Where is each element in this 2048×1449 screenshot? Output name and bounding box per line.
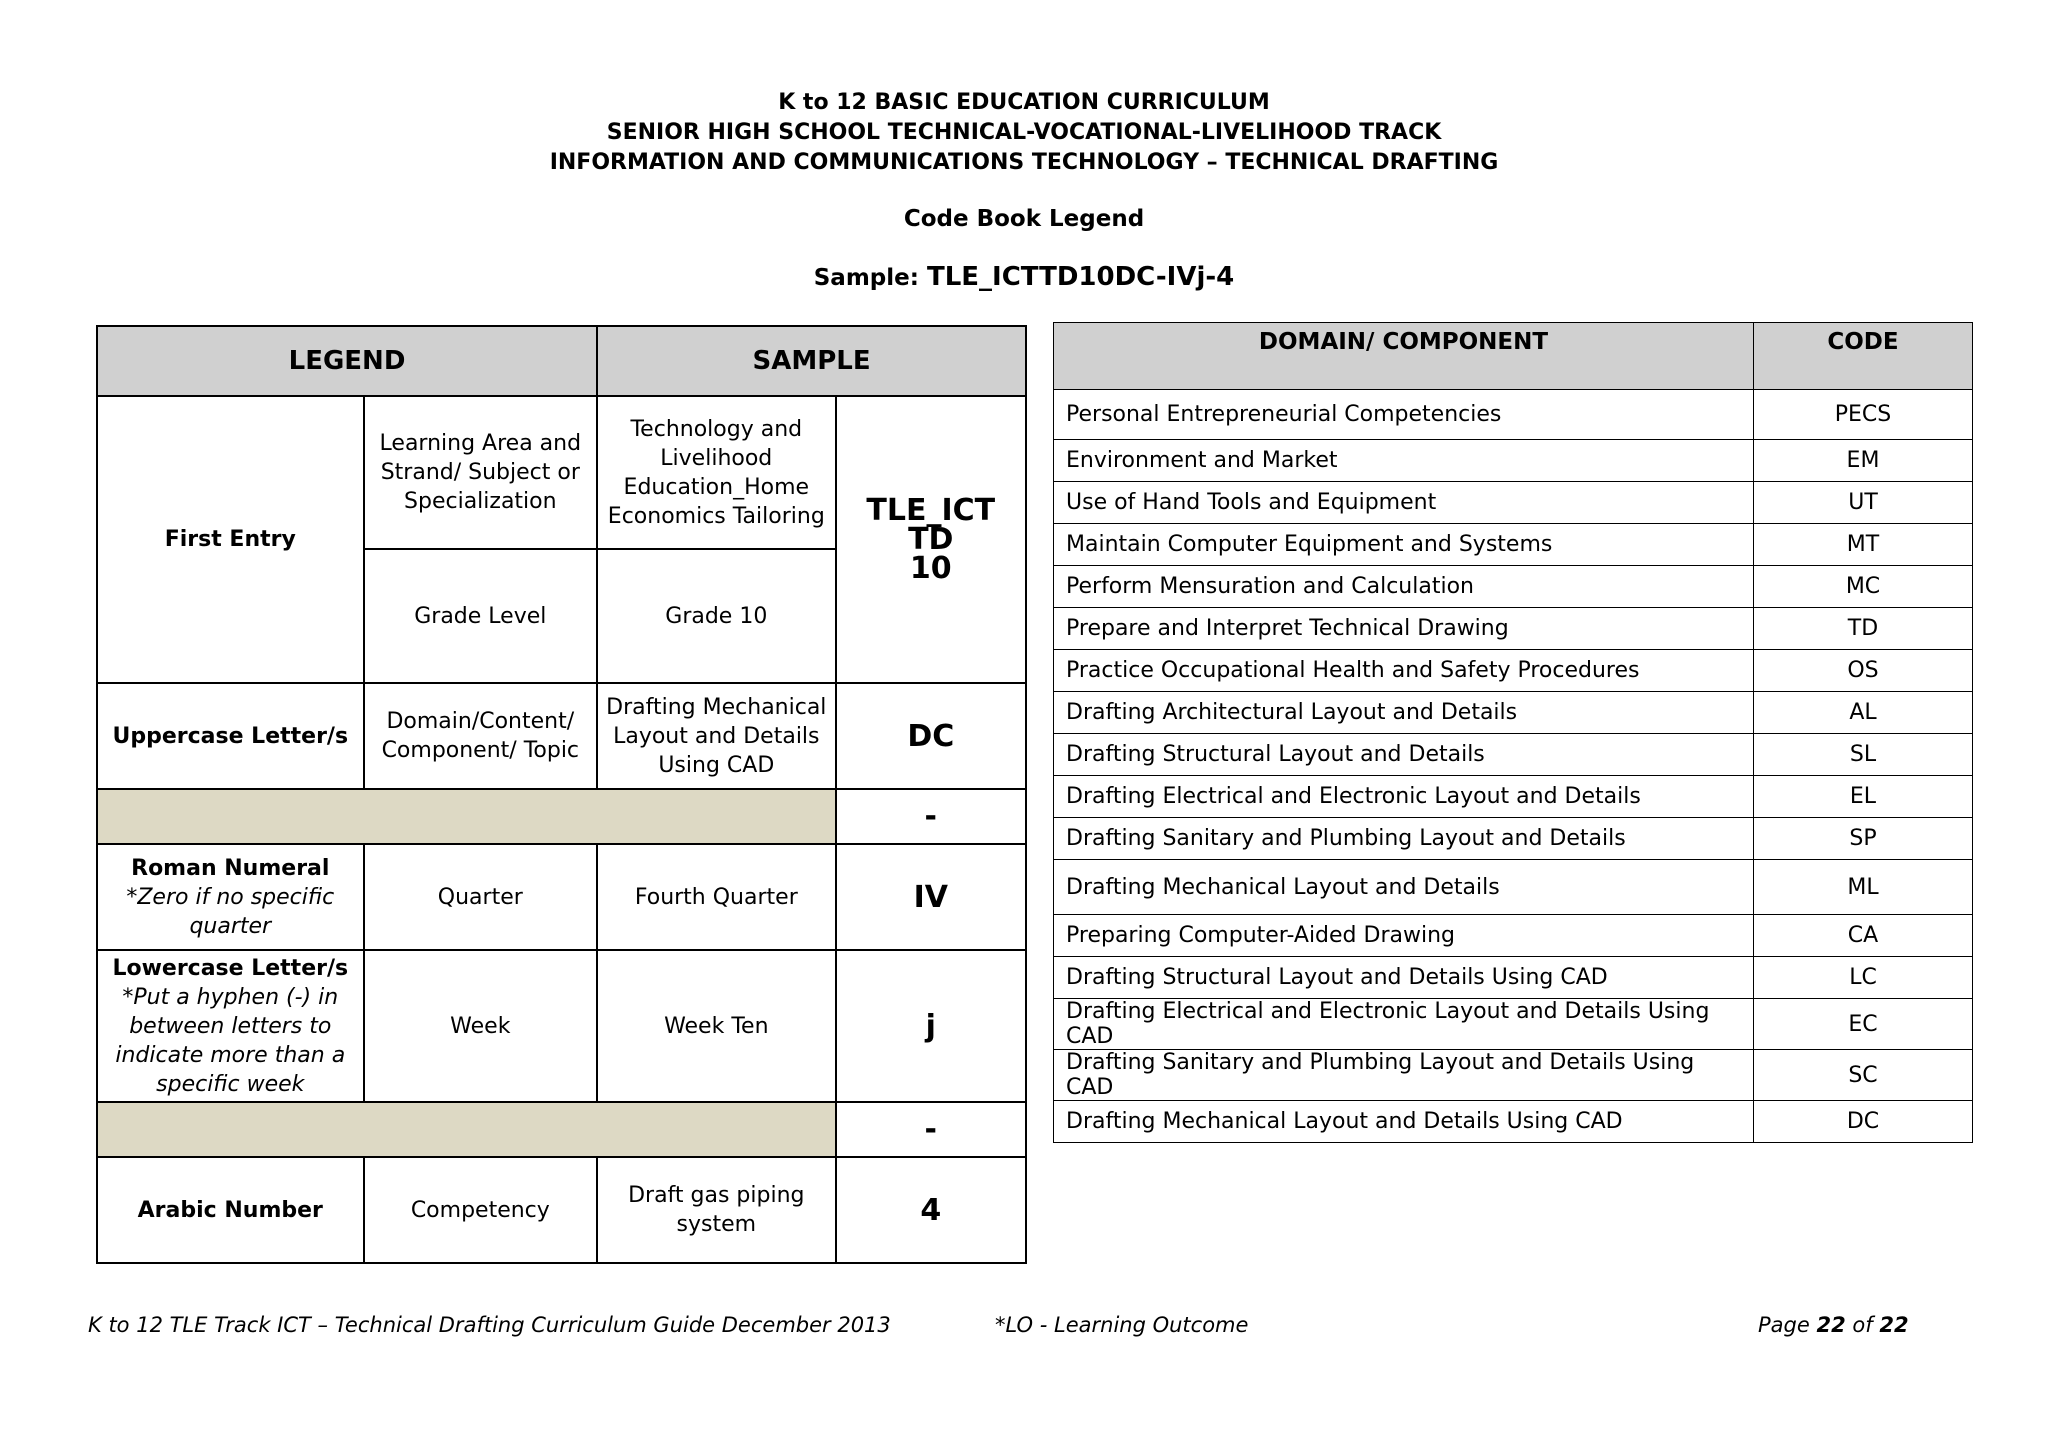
sample-code: TLE_ICTTD10DC-IVj-4 — [926, 262, 1235, 292]
domain-code-cell: OS — [1754, 650, 1973, 692]
legend-column-header: LEGEND — [97, 326, 597, 396]
domain-code-cell: EM — [1754, 440, 1973, 482]
table-row — [1054, 734, 1973, 776]
lowercase-desc: Week — [364, 950, 597, 1102]
domain-code-cell: MT — [1754, 524, 1973, 566]
roman-label: Roman Numeral — [131, 855, 330, 881]
roman-code: IV — [836, 844, 1026, 950]
domain-code-cell: AL — [1754, 692, 1973, 734]
arabic-sample: Draft gas piping system — [597, 1157, 836, 1263]
separator-fill-1 — [97, 789, 836, 844]
arabic-desc: Competency — [364, 1157, 597, 1263]
sample-column-header: SAMPLE — [597, 326, 1026, 396]
lowercase-sample: Week Ten — [597, 950, 836, 1102]
uppercase-desc: Domain/Content/ Component/ Topic — [364, 683, 597, 789]
table-row — [1054, 524, 1973, 566]
domain-code-cell: TD — [1754, 608, 1973, 650]
separator-row-1 — [97, 789, 1026, 844]
arabic-label: Arabic Number — [97, 1157, 364, 1263]
sample-line — [0, 262, 2048, 292]
header-line-1: K to 12 BASIC EDUCATION CURRICULUM — [778, 90, 1270, 115]
domain-component-cell: Drafting Structural Layout and Details — [1054, 734, 1754, 776]
domain-component-table — [1053, 322, 1973, 1143]
first-entry-label: First Entry — [97, 396, 364, 683]
lowercase-label: Lowercase Letter/s — [112, 955, 349, 981]
table-row — [1054, 776, 1973, 818]
grade-level-label: Grade Level — [364, 549, 597, 683]
domain-component-cell: Drafting Electrical and Electronic Layout and Details Using CAD — [1054, 999, 1754, 1050]
domain-header-row — [1054, 323, 1973, 390]
domain-component-cell: Maintain Computer Equipment and Systems — [1054, 524, 1754, 566]
header-line-2: SENIOR HIGH SCHOOL TECHNICAL-VOCATIONAL-LIVELIHOOD TRACK — [606, 120, 1442, 145]
uppercase-label: Uppercase Letter/s — [97, 683, 364, 789]
domain-rows — [1054, 390, 1973, 1143]
domain-component-cell: Drafting Electrical and Electronic Layout and Details — [1054, 776, 1754, 818]
table-row — [1054, 1101, 1973, 1143]
table-row — [1054, 957, 1973, 999]
document-header — [0, 88, 2048, 292]
first-entry-row-1 — [97, 396, 1026, 549]
arabic-code: 4 — [836, 1157, 1026, 1263]
learning-area-sample: Technology and Livelihood Education_Home Economics Tailoring — [597, 396, 836, 549]
domain-component-cell: Preparing Computer-Aided Drawing — [1054, 915, 1754, 957]
domain-component-cell: Practice Occupational Health and Safety Procedures — [1054, 650, 1754, 692]
lowercase-code: j — [836, 950, 1026, 1102]
separator-fill-2 — [97, 1102, 836, 1157]
table-row — [1054, 1050, 1973, 1101]
roman-note: *Zero if no specific quarter — [126, 884, 335, 939]
domain-component-cell: Use of Hand Tools and Equipment — [1054, 482, 1754, 524]
footer-center: *LO - Learning Outcome — [995, 1313, 1249, 1337]
domain-component-cell: Prepare and Interpret Technical Drawing — [1054, 608, 1754, 650]
roman-desc: Quarter — [364, 844, 597, 950]
domain-code-cell: SP — [1754, 818, 1973, 860]
page-word: Page — [1758, 1313, 1810, 1337]
legend-header-row — [97, 326, 1026, 396]
domain-code-cell: DC — [1754, 1101, 1973, 1143]
roman-row — [97, 844, 1026, 950]
domain-code-cell: MC — [1754, 566, 1973, 608]
first-entry-code-line-1: TLE_ICT — [866, 493, 996, 528]
domain-code-cell: EL — [1754, 776, 1973, 818]
domain-component-cell: Environment and Market — [1054, 440, 1754, 482]
roman-sample: Fourth Quarter — [597, 844, 836, 950]
domain-component-cell: Drafting Mechanical Layout and Details — [1054, 860, 1754, 915]
domain-code-cell: ML — [1754, 860, 1973, 915]
domain-component-header: DOMAIN/ COMPONENT — [1054, 323, 1754, 390]
table-row — [1054, 650, 1973, 692]
domain-component-cell: Drafting Sanitary and Plumbing Layout and Details Using CAD — [1054, 1050, 1754, 1101]
legend-table — [96, 325, 1027, 1264]
code-book-legend-title: Code Book Legend — [903, 206, 1145, 232]
first-entry-code-line-2: TD — [908, 522, 954, 557]
sample-label: Sample: — [813, 265, 919, 291]
domain-code-cell: SC — [1754, 1050, 1973, 1101]
lowercase-row — [97, 950, 1026, 1102]
header-line-3: INFORMATION AND COMMUNICATIONS TECHNOLOGY – TECHNICAL DRAFTING — [549, 150, 1499, 175]
table-row — [1054, 860, 1973, 915]
code-header: CODE — [1754, 323, 1973, 390]
uppercase-code: DC — [836, 683, 1026, 789]
uppercase-row — [97, 683, 1026, 789]
table-row — [1054, 390, 1973, 440]
lowercase-label-cell — [97, 950, 364, 1102]
domain-code-cell: LC — [1754, 957, 1973, 999]
table-row — [1054, 692, 1973, 734]
uppercase-sample: Drafting Mechanical Layout and Details Using CAD — [597, 683, 836, 789]
table-row — [1054, 482, 1973, 524]
first-entry-code — [836, 396, 1026, 683]
domain-component-cell: Drafting Structural Layout and Details Using CAD — [1054, 957, 1754, 999]
domain-code-cell: CA — [1754, 915, 1973, 957]
table-row — [1054, 440, 1973, 482]
table-row — [1054, 818, 1973, 860]
page-current: 22 — [1816, 1313, 1846, 1337]
first-entry-code-line-3: 10 — [909, 551, 952, 586]
separator-row-2 — [97, 1102, 1026, 1157]
grade-level-sample: Grade 10 — [597, 549, 836, 683]
table-row — [1054, 915, 1973, 957]
table-row — [1054, 566, 1973, 608]
table-row — [1054, 608, 1973, 650]
separator-hyphen-2: - — [836, 1102, 1026, 1157]
domain-code-cell: EC — [1754, 999, 1973, 1050]
page-number — [1758, 1313, 1909, 1337]
domain-code-cell: UT — [1754, 482, 1973, 524]
domain-component-cell: Drafting Mechanical Layout and Details Using CAD — [1054, 1101, 1754, 1143]
domain-code-cell: PECS — [1754, 390, 1973, 440]
learning-area-label: Learning Area and Strand/ Subject or Specialization — [364, 396, 597, 549]
footer-left: K to 12 TLE Track ICT – Technical Drafting Curriculum Guide December 2013 — [88, 1313, 891, 1337]
table-row — [1054, 999, 1973, 1050]
domain-code-cell: SL — [1754, 734, 1973, 776]
domain-component-cell: Drafting Sanitary and Plumbing Layout and Details — [1054, 818, 1754, 860]
of-word: of — [1852, 1313, 1873, 1337]
domain-component-cell: Perform Mensuration and Calculation — [1054, 566, 1754, 608]
lowercase-note: *Put a hyphen (-) in between letters to indicate more than a specific week — [115, 984, 346, 1097]
domain-component-cell: Personal Entrepreneurial Competencies — [1054, 390, 1754, 440]
page-total: 22 — [1879, 1313, 1909, 1337]
domain-component-cell: Drafting Architectural Layout and Details — [1054, 692, 1754, 734]
separator-hyphen-1: - — [836, 789, 1026, 844]
arabic-row — [97, 1157, 1026, 1263]
roman-label-cell — [97, 844, 364, 950]
